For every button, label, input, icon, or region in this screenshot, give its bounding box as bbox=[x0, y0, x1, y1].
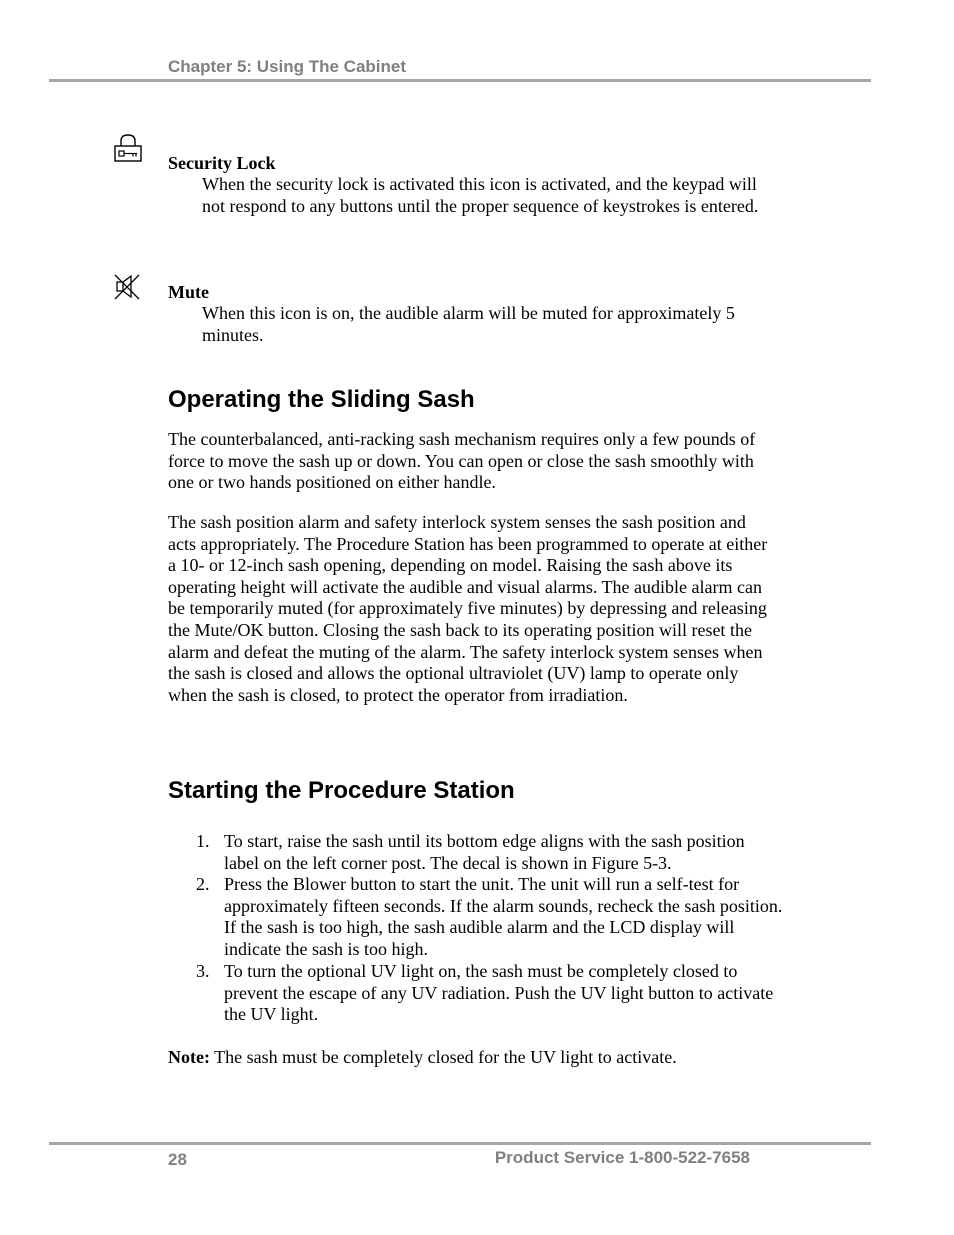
step-text: To start, raise the sash until its bottom edge aligns with the sash position label on the left corner post. The decal is shown in Figure 5-3. bbox=[224, 831, 745, 873]
sliding-sash-heading: Operating the Sliding Sash bbox=[168, 386, 475, 413]
security-lock-description: When the security lock is activated this icon is activated, and the keypad will not respond to any buttons until the proper sequence of keystrokes is entered. bbox=[202, 174, 759, 216]
security-lock-title: Security Lock bbox=[168, 153, 276, 173]
lock-icon bbox=[113, 133, 143, 163]
step-text: Press the Blower button to start the unit. The unit will run a self-test for approximately fifteen seconds. If the alarm sounds, recheck the sash position. If the sash is too high, the sash audible alarm and the LCD display will indicate the sash is too high. bbox=[224, 874, 783, 960]
sash-paragraph: The counterbalanced, anti-racking sash mechanism requires only a few pounds of force to move the sash up or down. You can open or close the sash smoothly with one or two hands positioned on either handle. bbox=[168, 429, 756, 493]
footer-rule bbox=[49, 1142, 871, 1145]
starting-station-heading: Starting the Procedure Station bbox=[168, 777, 515, 804]
step-number: 2. bbox=[196, 874, 210, 894]
note-text: The sash must be completely closed for the UV light to activate. bbox=[209, 1047, 677, 1067]
page-number: 28 bbox=[168, 1150, 187, 1169]
step-number: 1. bbox=[196, 831, 210, 851]
step-number: 3. bbox=[196, 961, 210, 981]
mute-icon bbox=[112, 272, 142, 302]
note bbox=[168, 1047, 788, 1068]
mute-description: When this icon is on, the audible alarm will be muted for approximately 5 minutes. bbox=[202, 303, 735, 345]
chapter-header: Chapter 5: Using The Cabinet bbox=[168, 57, 407, 76]
product-service-phone: Product Service 1-800-522-7658 bbox=[494, 1148, 750, 1167]
step-text: To turn the optional UV light on, the sash must be completely closed to prevent the escape of any UV radiation. Push the UV light button to activate the UV light. bbox=[224, 961, 774, 1025]
header-rule bbox=[49, 79, 871, 82]
mute-title: Mute bbox=[168, 282, 209, 302]
sash-paragraph: The sash position alarm and safety interlock system senses the sash position and acts appropriately. The Procedure Station has been programmed to operate at either a 10- or 12-inch sash opening, depending on model. Raising the sash above its operating height will activate the audible and visual alarms. The audible alarm can be temporarily muted (for approximately five minutes) by depressing and releasing the Mute/OK button. Closing the sash back to its operating position will reset the alarm and defeat the muting of the alarm. The safety interlock system senses when the sash is closed and allows the optional ultraviolet (UV) lamp to operate only when the sash is closed, to protect the operator from irradiation. bbox=[168, 512, 768, 705]
note-label: Note: bbox=[168, 1047, 210, 1067]
